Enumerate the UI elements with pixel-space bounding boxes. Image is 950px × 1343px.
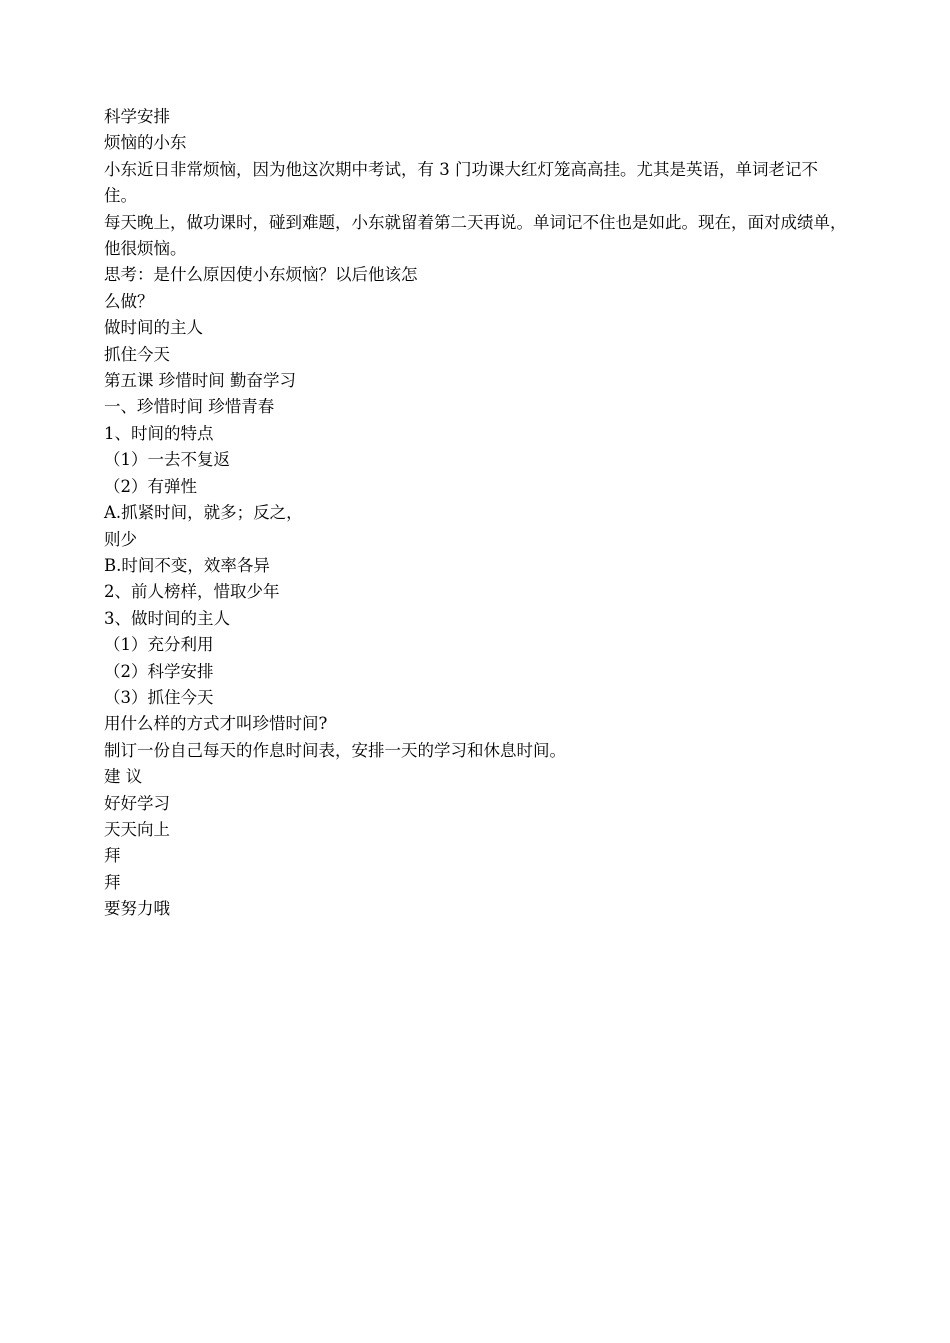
text-line: 思考：是什么原因使小东烦恼？以后他该怎 xyxy=(104,265,418,285)
text-line: 科学安排 xyxy=(104,107,170,126)
list-item: （2）科学安排 xyxy=(104,661,214,681)
text-line: 做时间的主人 xyxy=(104,318,203,338)
lesson-title: 第五课 珍惜时间 勤奋学习 xyxy=(104,371,296,391)
text-line: 烦恼的小东 xyxy=(104,133,187,153)
text-line: 建 议 xyxy=(104,767,143,787)
paragraph: 小东近日非常烦恼，因为他这次期中考试，有 3 门功课大红灯笼高高挂。尤其是英语，单词老记不住。 xyxy=(104,159,818,206)
list-item: （3）抓住今天 xyxy=(104,687,214,707)
list-item: （2）有弹性 xyxy=(104,476,197,496)
subsection-heading: 2、前人榜样，惜取少年 xyxy=(104,582,280,602)
text-line: 则少 xyxy=(104,529,137,549)
text-line: 抓住今天 xyxy=(104,344,170,364)
section-heading: 一、珍惜时间 珍惜青春 xyxy=(104,397,275,417)
subsection-heading: 3、做时间的主人 xyxy=(104,608,230,628)
list-item: A.抓紧时间，就多；反之， xyxy=(104,503,303,523)
paragraph: 制订一份自己每天的作息时间表，安排一天的学习和休息时间。 xyxy=(104,740,566,760)
list-item: （1）一去不复返 xyxy=(104,450,230,470)
subsection-heading: 1、时间的特点 xyxy=(104,423,214,443)
text-line: 拜 xyxy=(104,846,121,866)
question: 用什么样的方式才叫珍惜时间? xyxy=(104,714,328,734)
text-line: 要努力哦 xyxy=(104,899,170,919)
list-item: （1）充分利用 xyxy=(104,635,214,655)
text-line: 天天向上 xyxy=(104,819,170,839)
text-line: 拜 xyxy=(104,872,121,892)
text-line: 么做？ xyxy=(104,291,154,311)
paragraph: 每天晚上，做功课时，碰到难题，小东就留着第二天再说。单词记不住也是如此。现在，面对成绩单，他很烦恼。 xyxy=(104,212,847,259)
list-item: B.时间不变，效率各异 xyxy=(104,555,270,575)
text-line: 好好学习 xyxy=(104,793,170,813)
document-body xyxy=(104,104,850,923)
